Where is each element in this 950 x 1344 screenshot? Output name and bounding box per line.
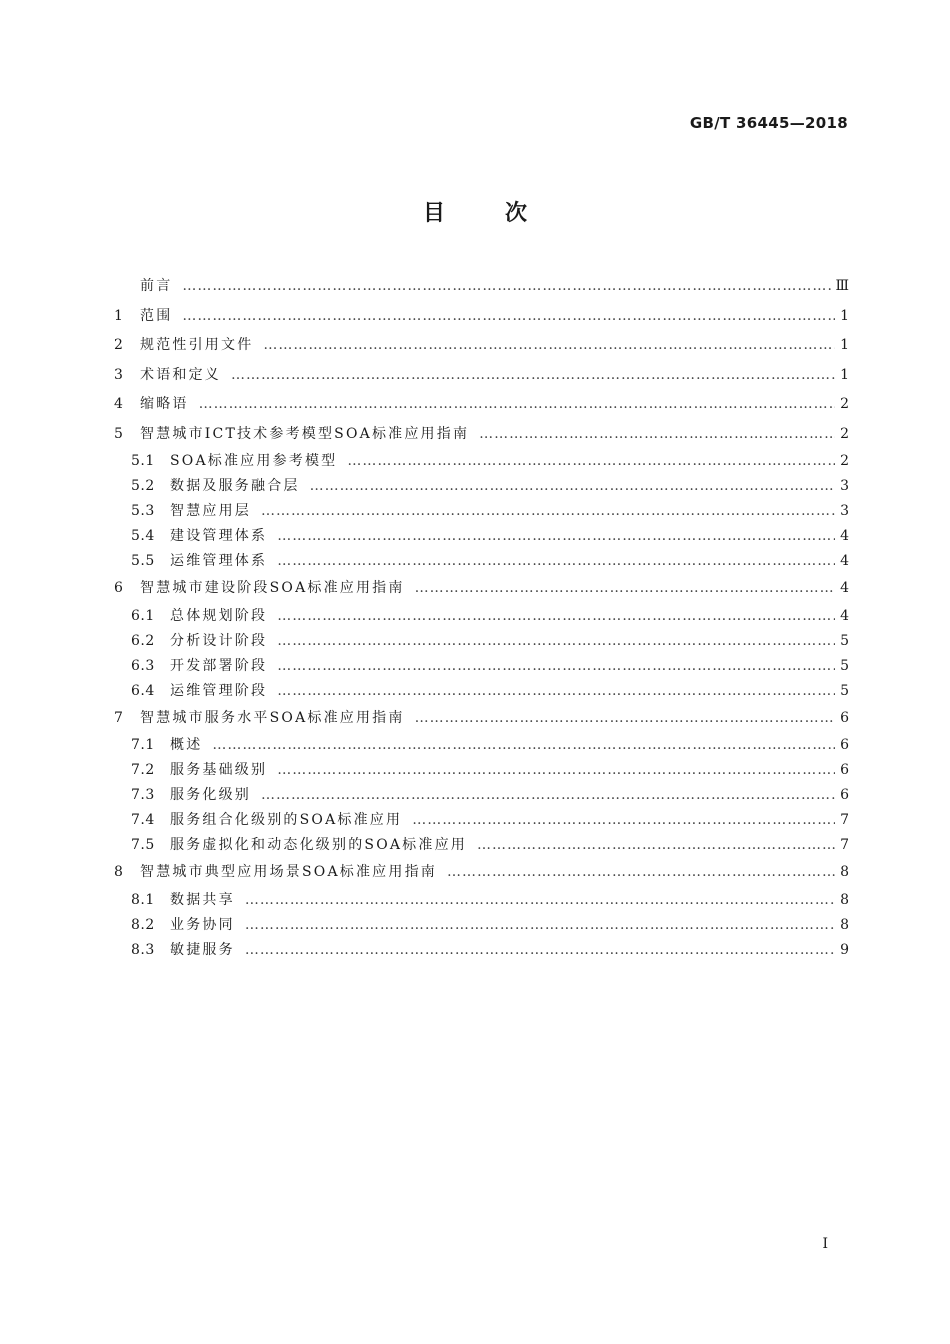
toc-entry-page: 2 bbox=[840, 453, 849, 469]
toc-entry-7[interactable] bbox=[114, 704, 849, 734]
toc-entry-6[interactable] bbox=[114, 574, 849, 604]
toc-title-char-2: 次 bbox=[505, 200, 528, 226]
standard-number: GB/T 36445—2018 bbox=[689, 114, 848, 132]
toc-entry-page: 1 bbox=[840, 366, 849, 383]
toc-entry-number: 7.4 bbox=[131, 812, 155, 828]
toc-entry-5-1[interactable] bbox=[114, 449, 849, 474]
toc-entry-label: 智慧城市建设阶段SOA标准应用指南 bbox=[140, 580, 405, 596]
toc-entry-page: 3 bbox=[840, 503, 849, 519]
toc-entry-label: 开发部署阶段 bbox=[170, 657, 268, 674]
toc-entry-7-5[interactable] bbox=[114, 833, 849, 858]
toc-leader-dots bbox=[182, 272, 831, 302]
toc-entry-number: 6.4 bbox=[131, 682, 155, 699]
toc-entry-number: 3 bbox=[114, 366, 124, 383]
toc-entry-label: 建设管理体系 bbox=[170, 528, 268, 544]
toc-leader-dots bbox=[263, 331, 835, 361]
toc-entry-page: 7 bbox=[840, 812, 849, 828]
toc-leader-dots bbox=[245, 938, 835, 963]
toc-entry-label: 智慧城市ICT技术参考模型SOA标准应用指南 bbox=[140, 425, 470, 442]
toc-entry-7-3[interactable] bbox=[114, 783, 849, 808]
toc-entry-number: 8 bbox=[114, 864, 124, 880]
toc-entry-label: 术语和定义 bbox=[140, 366, 221, 383]
toc-entry-2[interactable] bbox=[114, 331, 849, 361]
toc-entry-6-2[interactable] bbox=[114, 629, 849, 654]
toc-entry-label: SOA标准应用参考模型 bbox=[170, 453, 338, 469]
toc-entry-number: 7.5 bbox=[131, 837, 155, 853]
toc-entry-number: 7.2 bbox=[131, 762, 155, 778]
toc-entry-number: 5.2 bbox=[131, 478, 155, 494]
toc-entry-page: 8 bbox=[840, 891, 849, 908]
toc-leader-dots bbox=[415, 704, 835, 734]
toc-entry-page: 5 bbox=[840, 657, 849, 674]
toc-entry-7-2[interactable] bbox=[114, 758, 849, 783]
toc-entry-label: 运维管理体系 bbox=[170, 553, 268, 569]
table-of-contents bbox=[114, 272, 849, 963]
toc-entry-label: 数据及服务融合层 bbox=[170, 478, 300, 494]
toc-entry-page: 2 bbox=[840, 425, 849, 442]
toc-entry-page: 8 bbox=[840, 864, 849, 880]
toc-entry-page: 3 bbox=[840, 478, 849, 494]
toc-entry-5-4[interactable] bbox=[114, 524, 849, 549]
toc-entry-4[interactable] bbox=[114, 390, 849, 420]
toc-entry-page: 5 bbox=[840, 632, 849, 649]
toc-entry-number: 5.1 bbox=[131, 453, 155, 469]
toc-entry-6-1[interactable] bbox=[114, 604, 849, 629]
toc-entry-number: 2 bbox=[114, 337, 124, 353]
toc-entry-page: 4 bbox=[840, 607, 849, 624]
toc-leader-dots bbox=[199, 390, 835, 420]
toc-entry-number: 7.3 bbox=[131, 787, 155, 803]
toc-title-char-1: 目 bbox=[422, 200, 445, 226]
toc-leader-dots bbox=[277, 679, 835, 704]
toc-leader-dots bbox=[447, 858, 835, 888]
toc-entry-label: 服务化级别 bbox=[170, 787, 251, 803]
toc-entry-label: 敏捷服务 bbox=[170, 941, 235, 958]
toc-leader-dots bbox=[412, 808, 835, 833]
toc-leader-dots bbox=[277, 604, 835, 629]
toc-leader-dots bbox=[277, 549, 835, 574]
toc-entry-label: 规范性引用文件 bbox=[140, 337, 254, 353]
toc-title bbox=[0, 196, 950, 227]
toc-entry-label: 服务虚拟化和动态化级别的SOA标准应用 bbox=[170, 837, 467, 853]
toc-leader-dots bbox=[415, 574, 835, 604]
toc-entry-number: 5.5 bbox=[131, 553, 155, 569]
toc-entry-label: 缩略语 bbox=[140, 396, 189, 412]
toc-entry-label: 概述 bbox=[170, 737, 203, 753]
toc-entry-label: 服务基础级别 bbox=[170, 762, 268, 778]
toc-entry-8-1[interactable] bbox=[114, 888, 849, 913]
toc-entry-label: 服务组合化级别的SOA标准应用 bbox=[170, 812, 403, 828]
toc-entry-page: 6 bbox=[840, 709, 849, 726]
toc-entry-number: 6.1 bbox=[131, 607, 155, 624]
toc-entry-number: 8.1 bbox=[131, 891, 155, 908]
toc-leader-dots bbox=[261, 783, 835, 808]
toc-entry-label: 数据共享 bbox=[170, 891, 235, 908]
toc-entry-number: 8.3 bbox=[131, 941, 155, 958]
toc-entry-5[interactable] bbox=[114, 420, 849, 450]
toc-entry-8-2[interactable] bbox=[114, 913, 849, 938]
toc-entry-label: 运维管理阶段 bbox=[170, 682, 268, 699]
toc-entry-number: 5.4 bbox=[131, 528, 155, 544]
toc-entry-page: 5 bbox=[840, 682, 849, 699]
toc-entry-6-3[interactable] bbox=[114, 654, 849, 679]
toc-entry-page: 1 bbox=[840, 337, 849, 353]
toc-entry-number: 7.1 bbox=[131, 737, 155, 753]
toc-entry-number: 4 bbox=[114, 396, 124, 412]
toc-entry-label: 智慧应用层 bbox=[170, 503, 251, 519]
toc-entry-label: 前言 bbox=[140, 278, 173, 294]
toc-entry-number: 6 bbox=[114, 580, 124, 596]
toc-entry-page: 9 bbox=[840, 941, 849, 958]
toc-entry-number: 7 bbox=[114, 709, 124, 726]
toc-entry-label: 范围 bbox=[140, 307, 173, 324]
toc-leader-dots bbox=[277, 654, 835, 679]
toc-entry-label: 智慧城市服务水平SOA标准应用指南 bbox=[140, 709, 405, 726]
toc-entry-number: 8.2 bbox=[131, 916, 155, 933]
toc-entry-label: 业务协同 bbox=[170, 916, 235, 933]
toc-leader-dots bbox=[245, 888, 835, 913]
footer-page-number: I bbox=[822, 1236, 828, 1252]
toc-entry-page: 8 bbox=[840, 916, 849, 933]
toc-leader-dots bbox=[277, 629, 835, 654]
toc-entry-page: 2 bbox=[840, 396, 849, 412]
toc-entry-page: 6 bbox=[840, 787, 849, 803]
toc-entry-number: 1 bbox=[114, 307, 124, 324]
toc-leader-dots bbox=[261, 499, 835, 524]
toc-entry-page: 6 bbox=[840, 762, 849, 778]
toc-entry-5-2[interactable] bbox=[114, 474, 849, 499]
toc-leader-dots bbox=[212, 733, 835, 758]
toc-entry-page: 7 bbox=[840, 837, 849, 853]
toc-leader-dots bbox=[479, 420, 835, 450]
toc-leader-dots bbox=[231, 361, 835, 391]
toc-leader-dots bbox=[477, 833, 835, 858]
toc-entry-label: 智慧城市典型应用场景SOA标准应用指南 bbox=[140, 864, 437, 880]
toc-leader-dots bbox=[347, 449, 835, 474]
toc-entry-number: 6.3 bbox=[131, 657, 155, 674]
toc-entry-5-5[interactable] bbox=[114, 549, 849, 574]
toc-entry-7-4[interactable] bbox=[114, 808, 849, 833]
toc-leader-dots bbox=[310, 474, 835, 499]
toc-leader-dots bbox=[277, 524, 835, 549]
toc-entry-6-4[interactable] bbox=[114, 679, 849, 704]
toc-entry-page: 1 bbox=[840, 307, 849, 324]
toc-entry-page: 4 bbox=[840, 580, 849, 596]
toc-entry-7-1[interactable] bbox=[114, 733, 849, 758]
toc-entry-number: 5.3 bbox=[131, 503, 155, 519]
toc-leader-dots bbox=[182, 302, 835, 332]
toc-entry-8-3[interactable] bbox=[114, 938, 849, 963]
toc-entry-foreword[interactable] bbox=[114, 272, 849, 302]
toc-entry-3[interactable] bbox=[114, 361, 849, 391]
toc-entry-8[interactable] bbox=[114, 858, 849, 888]
toc-entry-number: 6.2 bbox=[131, 632, 155, 649]
toc-entry-5-3[interactable] bbox=[114, 499, 849, 524]
toc-entry-page: Ⅲ bbox=[835, 278, 849, 294]
toc-entry-page: 4 bbox=[840, 553, 849, 569]
toc-leader-dots bbox=[245, 913, 835, 938]
toc-entry-label: 分析设计阶段 bbox=[170, 632, 268, 649]
toc-entry-number: 5 bbox=[114, 425, 124, 442]
toc-entry-1[interactable] bbox=[114, 302, 849, 332]
toc-entry-page: 4 bbox=[840, 528, 849, 544]
toc-leader-dots bbox=[277, 758, 835, 783]
toc-entry-label: 总体规划阶段 bbox=[170, 607, 268, 624]
toc-entry-page: 6 bbox=[840, 737, 849, 753]
